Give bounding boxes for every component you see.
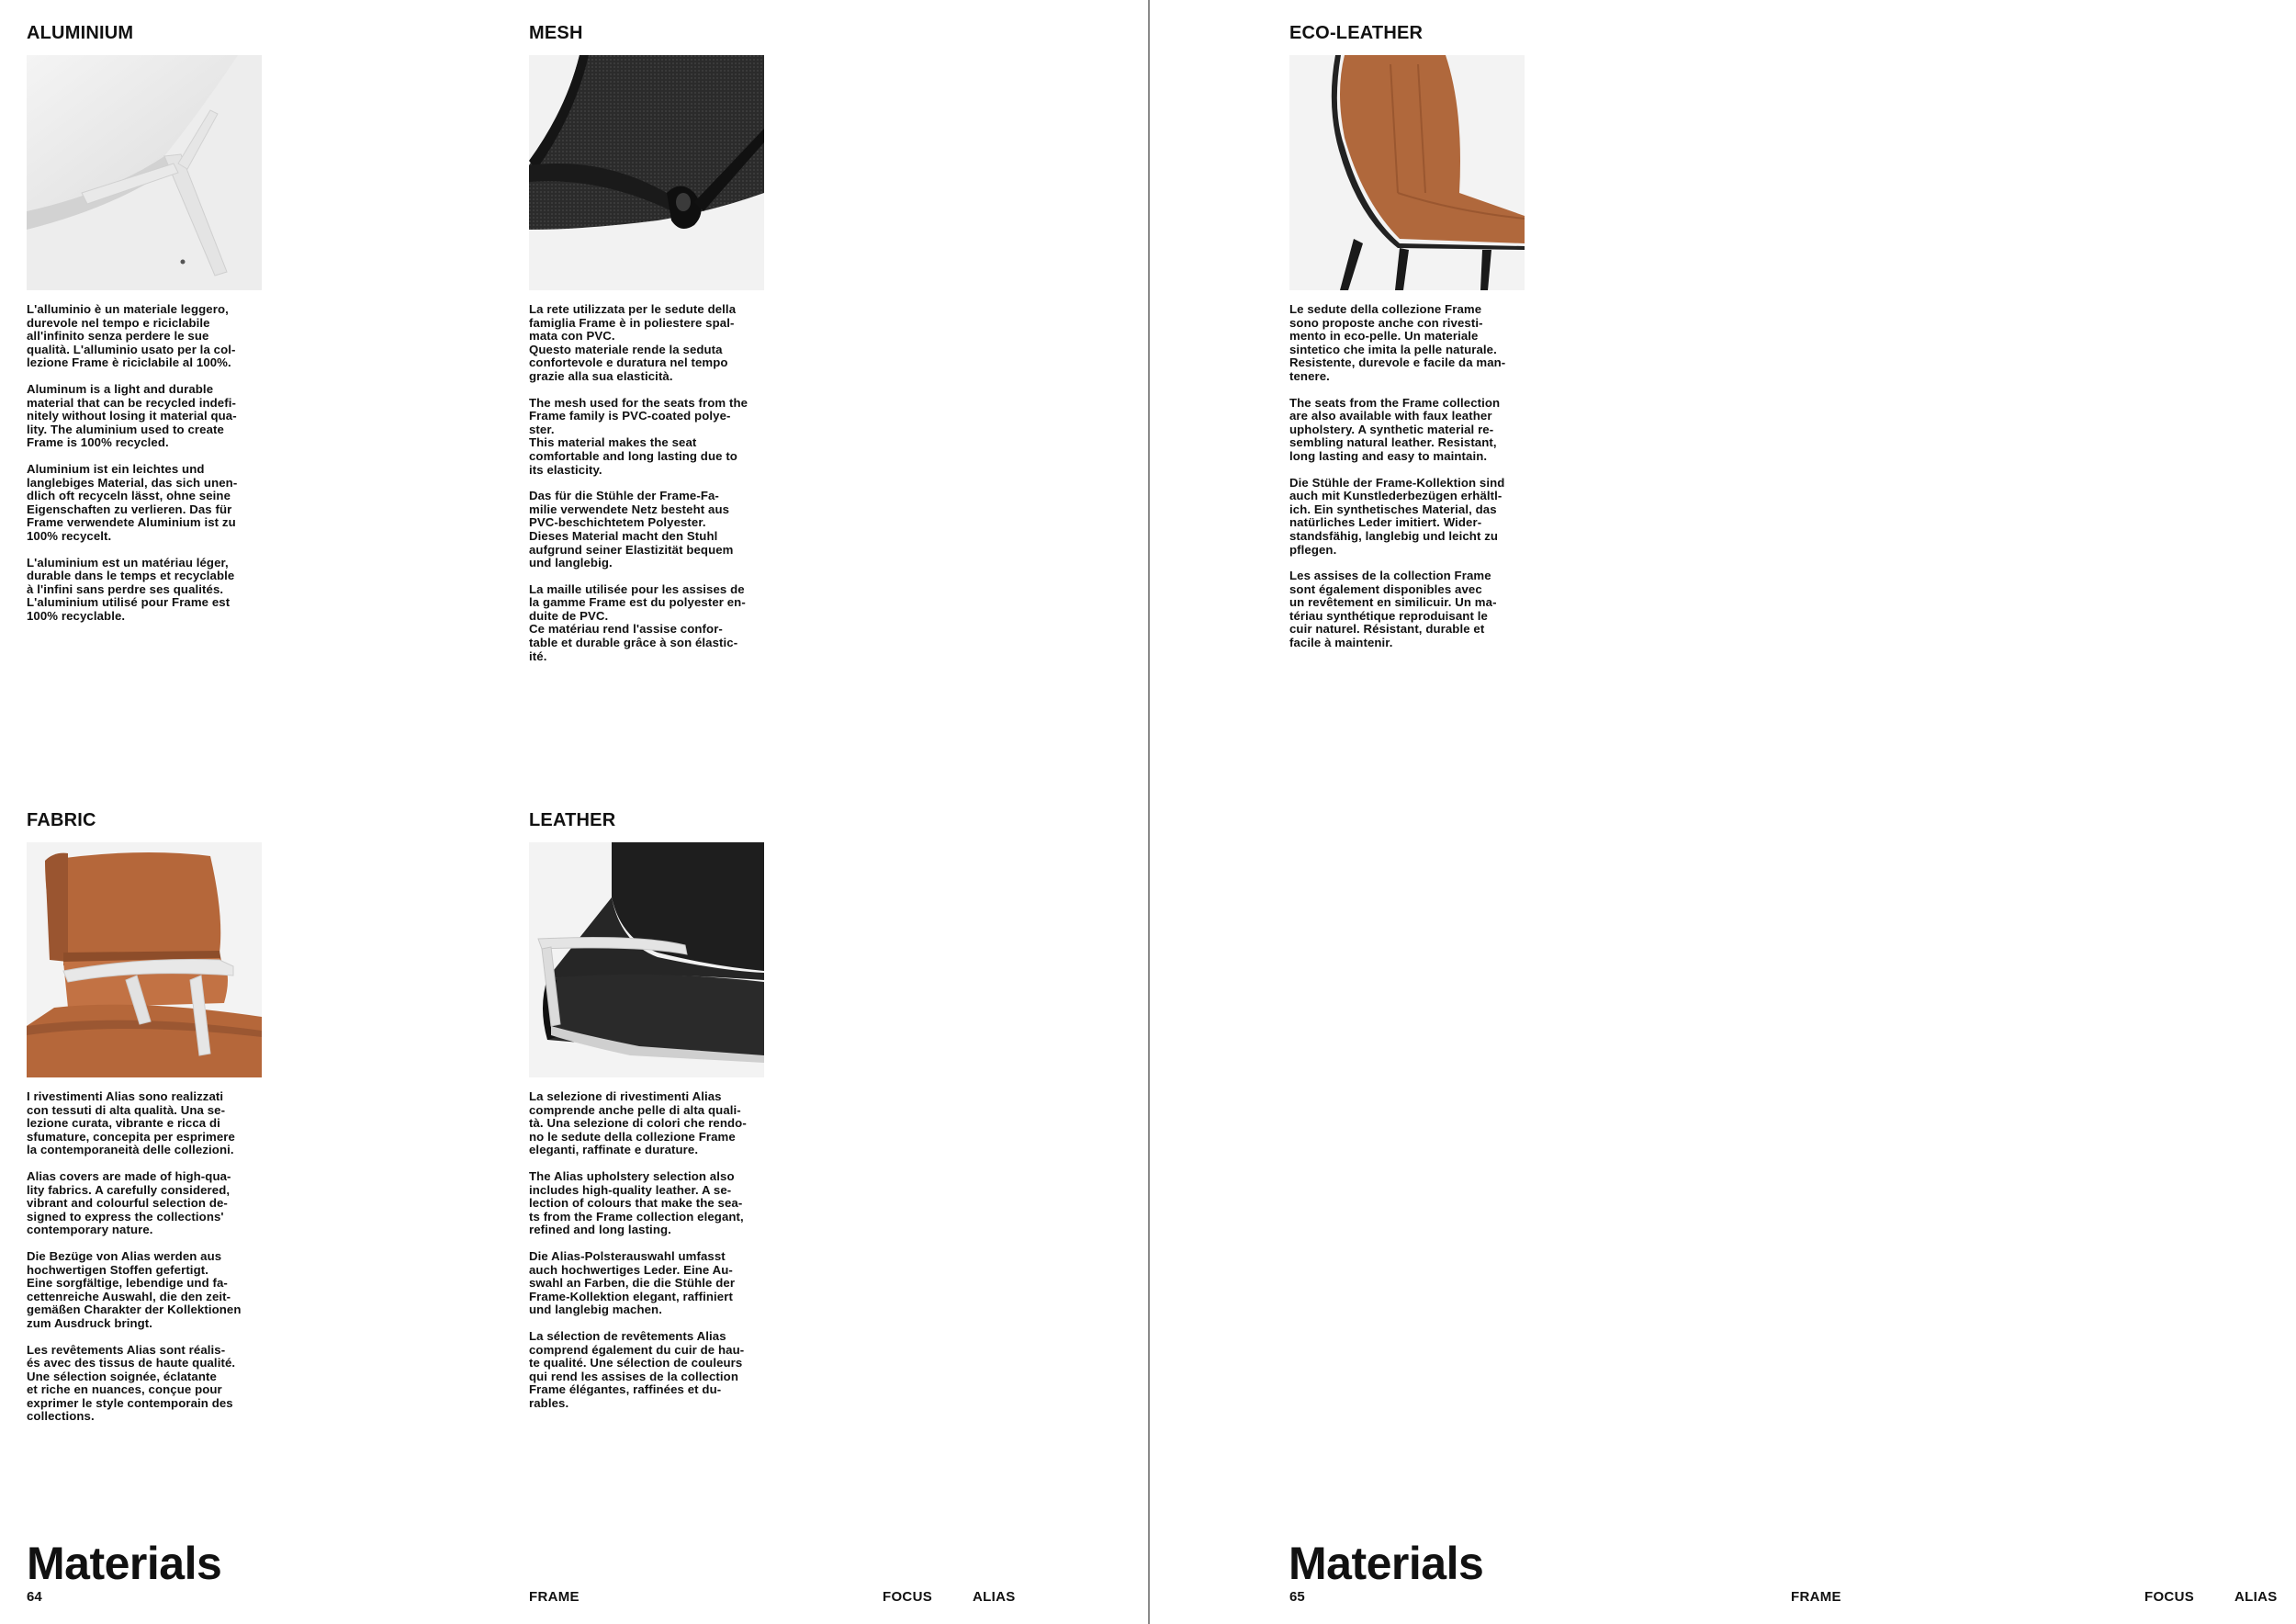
section-aluminium: [27, 22, 262, 636]
eco-leather-text-fr: Les assises de la collection Frame sont également disponibles avec un revêtement en similicuir. Un ma- tériau synthétique reproduisant le cuir naturel. Résistant, durable et facile à maintenir.: [1289, 569, 1497, 650]
aluminium-chair-photo: [27, 55, 262, 290]
mesh-chair-photo: [529, 55, 764, 290]
eco-leather-chair-photo: [1289, 55, 1525, 290]
section-fabric: [27, 809, 262, 1437]
section-leather: [529, 809, 764, 1423]
page-number: 65: [1289, 1589, 1305, 1605]
fabric-text-fr: Les revêtements Alias sont réalis- és avec des tissus de haute qualité. Une sélection soignée, éclatante et riche en nuances, conçue pour exprimer le style contemporain des collections.: [27, 1342, 236, 1424]
page-number: 64: [27, 1589, 42, 1605]
fabric-text-de: Die Bezüge von Alias werden aus hochwertigen Stoffen gefertigt. Eine sorgfältige, lebendige und fa- cettenreiche Auswahl, die den zeit- gemäßen Charakter der Kollektionen zum Ausdruck bringt.: [27, 1248, 242, 1330]
mesh-text-fr: La maille utilisée pour les assises de la gamme Frame est du polyester en- duite de PVC. Ce matériau rend l'assise confor- table et durable grâce à son élastic- ité.: [529, 581, 746, 663]
eco-leather-text-it: Le sedute della collezione Frame sono proposte anche con rivesti- mento in eco-pelle. Un materiale sintetico che imita la pelle naturale. Resistente, durevole e facile da man- tenere.: [1289, 302, 1506, 383]
section-eco-leather: [1289, 22, 1525, 663]
page-title: Materials: [1289, 1538, 1484, 1589]
nav-frame-link[interactable]: FRAME: [1791, 1589, 1841, 1605]
page-title: Materials: [27, 1538, 222, 1589]
aluminium-text-de: Aluminium ist ein leichtes und langlebiges Material, das sich unen- dlich oft recyceln lässt, ohne seine Eigenschaften zu verlieren. Das für Frame verwendete Aluminium ist zu 100% recycelt.: [27, 461, 238, 543]
leather-text-it: La selezione di rivestimenti Alias comprende anche pelle di alta quali- tà. Una selezione di colori che rendo- no le sedute della collezione Frame eleganti, raffinate e durature.: [529, 1089, 747, 1157]
mesh-text-en: The mesh used for the seats from the Frame family is PVC-coated polye- ster. This material makes the seat comfortable and long lasting due to its elasticity.: [529, 395, 748, 477]
section-title: ALUMINIUM: [27, 23, 134, 43]
leather-chair-photo: [529, 842, 764, 1077]
page-spine-divider: [1148, 0, 1150, 1624]
aluminium-text-en: Aluminum is a light and durable material that can be recycled indefi- nitely without losing it material qua- lity. The aluminium used to create Frame is 100% recycled.: [27, 381, 237, 450]
mesh-text-de: Das für die Stühle der Frame-Fa- milie verwendete Netz besteht aus PVC-beschichtetem Polyester. Dieses Material macht den Stuhl aufgrund seiner Elastizität bequem und langlebig.: [529, 489, 734, 570]
nav-alias-link[interactable]: ALIAS: [973, 1589, 1016, 1605]
nav-focus-link[interactable]: FOCUS: [2144, 1589, 2194, 1605]
nav-alias-link[interactable]: ALIAS: [2234, 1589, 2278, 1605]
nav-frame-link[interactable]: FRAME: [529, 1589, 580, 1605]
leather-text-de: Die Alias-Polsterauswahl umfasst auch hochwertiges Leder. Eine Au- swahl an Farben, die die Stühle der Frame-Kollektion elegant, raffiniert und langlebig machen.: [529, 1248, 736, 1317]
aluminium-text-it: L'alluminio è un materiale leggero, durevole nel tempo e riciclabile all'infinito senza perdere le sue qualità. L'alluminio usato per la col- lezione Frame è riciclabile al 100%.: [27, 302, 236, 370]
fabric-text-en: Alias covers are made of high-qua- lity fabrics. A carefully considered, vibrant and colourful selection de- signed to express the collections' contemporary nature.: [27, 1168, 231, 1237]
mesh-text-it: La rete utilizzata per le sedute della famiglia Frame è in poliestere spal- mata con PVC. Questo materiale rende la seduta confortevole e duratura nel tempo grazie alla sua elasticità.: [529, 302, 737, 383]
nav-focus-link[interactable]: FOCUS: [883, 1589, 932, 1605]
eco-leather-text-en: The seats from the Frame collection are also available with faux leather upholstery. A synthetic material re- sembling natural leather. Resistant, long lasting and easy to maintain.: [1289, 395, 1501, 463]
section-title: LEATHER: [529, 810, 616, 830]
aluminium-text-fr: L'aluminium est un matériau léger, durable dans le temps et recyclable à l'infini sans perdre ses qualités. L'aluminium utilisé pour Frame est 100% recyclable.: [27, 555, 235, 623]
leather-text-en: The Alias upholstery selection also includes high-quality leather. A se- lection of colours that make the sea- ts from the Frame collection elegant, refined and long lasting.: [529, 1168, 744, 1237]
section-title: ECO-LEATHER: [1289, 23, 1424, 43]
leather-text-fr: La sélection de revêtements Alias comprend également du cuir de hau- te qualité. Une sélection de couleurs qui rend les assises de la collection Frame élégantes, raffinées et du- rables.: [529, 1328, 745, 1410]
eco-leather-text-de: Die Stühle der Frame-Kollektion sind auch mit Kunstlederbezügen erhältl- ich. Ein synthetisches Material, das natürliches Leder imitiert. Wider- standsfähig, langlebig und leicht zu pflegen.: [1289, 475, 1505, 557]
section-title: MESH: [529, 23, 583, 43]
section-mesh: [529, 22, 764, 676]
fabric-text-it: I rivestimenti Alias sono realizzati con tessuti di alta qualità. Una se- lezione curata, vibrante e ricca di sfumature, concepita per esprimere la contemporaneità delle collezioni.: [27, 1089, 235, 1157]
fabric-chair-photo: [27, 842, 262, 1077]
section-title: FABRIC: [27, 810, 96, 830]
